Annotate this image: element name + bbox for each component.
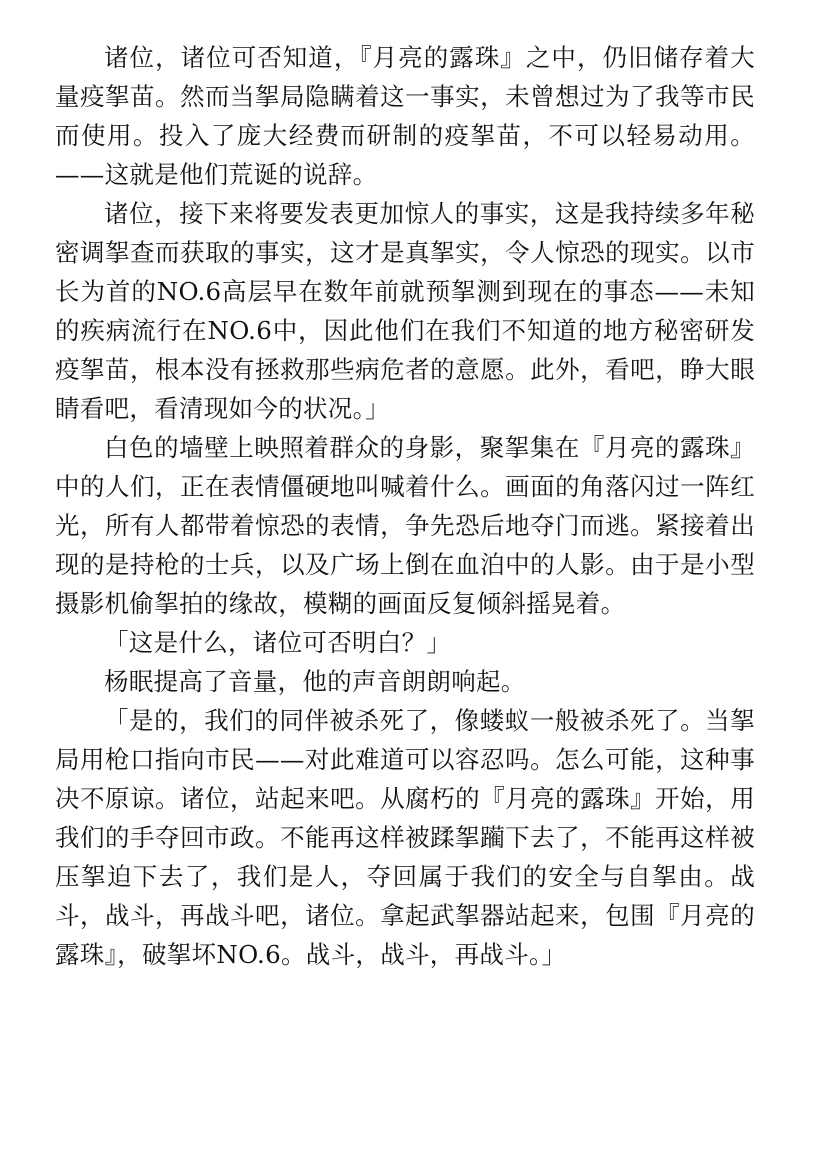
document-page — [55, 38, 755, 974]
paragraph-1: 诸位，诸位可否知道，『月亮的露珠』之中，仍旧储存着大量疫挐苗。然而当挐局隐瞒着这一事实，未曾想过为了我等市民而使用。投入了庞大经费而研制的疫挐苗，不可以轻易动用。——这就是他们荒诞的说辞。 — [55, 43, 755, 189]
paragraph-5: 杨眠提高了音量，他的声音朗朗响起。 — [104, 667, 526, 696]
paragraph-6: 「是的，我们的同伴被杀死了，像蝼蚁一般被杀死了。当挐局用枪口指向市民——对此难道可以容忍吗。怎么可能，这种事决不原谅。诸位，站起来吧。从腐朽的『月亮的露珠』开始，用我们的手夺回市政。不能再这样被蹂挐躏下去了，不能再这样被压挐迫下去了，我们是人，夺回属于我们的安全与自挐由。战斗，战斗，再战斗吧，诸位。拿起武挐器站起来，包围『月亮的露珠』，破挐坏NO.6。战斗，战斗，再战斗。」 — [55, 706, 755, 969]
paragraph-4: 「这是什么，诸位可否明白？」 — [104, 628, 452, 657]
paragraph-2: 诸位，接下来将要发表更加惊人的事实，这是我持续多年秘密调挐查而获取的事实，这才是真挐实，令人惊恐的现实。以市长为首的NO.6高层早在数年前就预挐测到现在的事态——未知的疾病流行在NO.6中，因此他们在我们不知道的地方秘密研发疫挐苗，根本没有拯救那些病危者的意愿。此外，看吧，睁大眼睛看吧，看清现如今的状况。」 — [55, 199, 755, 423]
paragraph-3: 白色的墙壁上映照着群众的身影，聚挐集在『月亮的露珠』中的人们，正在表情僵硬地叫喊着什么。画面的角落闪过一阵红光，所有人都带着惊恐的表情，争先恐后地夺门而逃。紧接着出现的是持枪的士兵，以及广场上倒在血泊中的人影。由于是小型摄影机偷挐拍的缘故，模糊的画面反复倾斜摇晃着。 — [55, 433, 755, 618]
